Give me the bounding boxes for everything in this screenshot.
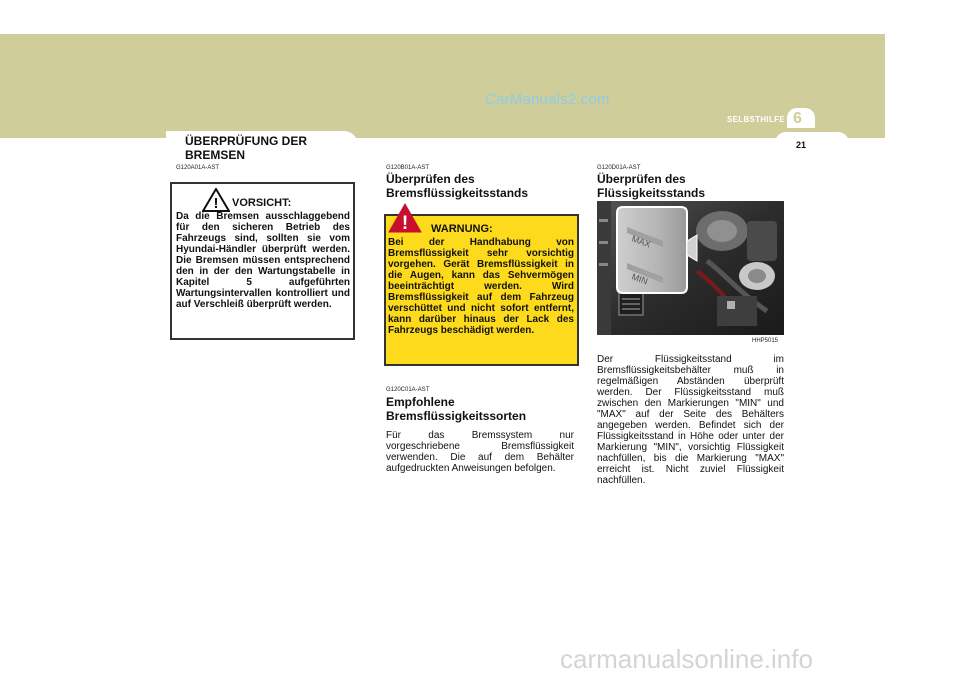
right-code: G120D01A-AST (597, 165, 641, 171)
heading-level-check: Überprüfen des Flüssigkeitsstands (597, 172, 706, 200)
photo-label: HHP5015 (752, 338, 779, 344)
svg-text:!: ! (213, 195, 219, 212)
warning-text: Bei der Handhabung von Bremsflüssigkeit sehr vorsichtig vorgehen. Gerät Bremsflüssigkeit in die Augen, kann das Sehvermögen beeinträchtigt werden. Wird Bremsflüssigkeit auf dem Fahrzeug verschüttet und nicht sofort entfernt, kann darüber hinaus der Lack des Fahrzeugs beschädigt werden. (388, 237, 574, 336)
recommended-fluids-text: Für das Bremssystem nur vorgeschriebene Bremsflüssigkeit verwenden. Die auf dem Behälter aufgedruckten Anweisungen befolgen. (386, 430, 574, 474)
left-code: G120A01A-AST (176, 165, 220, 171)
level-check-text: Der Flüssigkeitsstand im Bremsflüssigkeitsbehälter muß in regelmäßigen Abständen überprüft werden. Der Flüssigkeitsstand muß zwischen den Markierungen "MIN" und "MAX" auf der Seite des Behälters angegeben werden. Befindet sich der Flüssigkeitsstand in Höhe oder unter der Markierung "MIN", vorsichtig Flüssigkeit nachfüllen, bis die Markierung "MAX" erreicht ist. Nicht zuviel Flüssigkeit nachfüllen. (597, 354, 784, 486)
max-marking: MAX (630, 233, 653, 250)
middle-code-2: G120C01A-AST (386, 387, 430, 393)
heading-fluid-level-check: Überprüfen des Bremsflüssigkeitsstands (386, 172, 529, 200)
warning-triangle-icon (202, 188, 230, 212)
page-number: 21 (796, 140, 807, 150)
engine-bay-image (597, 201, 784, 335)
watermark-top[interactable]: CarManuals2.com (485, 91, 610, 108)
left-heading: ÜBERPRÜFUNG DER BREMSEN (185, 134, 308, 162)
middle-code-1: G120B01A-AST (386, 165, 430, 171)
min-marking: MIN (630, 271, 650, 287)
section-number: 6 (793, 110, 802, 127)
svg-text:!: ! (401, 213, 409, 233)
watermark-bottom[interactable]: carmanualsonline.info (560, 644, 813, 674)
heading-recommended-fluids: Empfohlene Bremsflüssigkeitssorten (386, 395, 527, 423)
caution-text: Da die Bremsen ausschlaggebend für den sicheren Betrieb des Fahrzeugs sind, sollten sie vom Hyundai-Händler überprüft werden. Die Bremsen müssen entsprechend den in der den Wartungstabelle in Kapitel 5 aufgeführten Wartungsintervallen kontrolliert und auf Verschleiß überprüft werden. (176, 211, 350, 310)
page-tab (775, 132, 849, 154)
section-name: SELBSTHILFE (727, 115, 785, 124)
warning-triangle-icon (388, 203, 422, 233)
caution-title: VORSICHT: (232, 197, 292, 209)
brake-fluid-reservoir-photo (597, 201, 784, 335)
warning-title: WARNUNG: (431, 223, 493, 235)
